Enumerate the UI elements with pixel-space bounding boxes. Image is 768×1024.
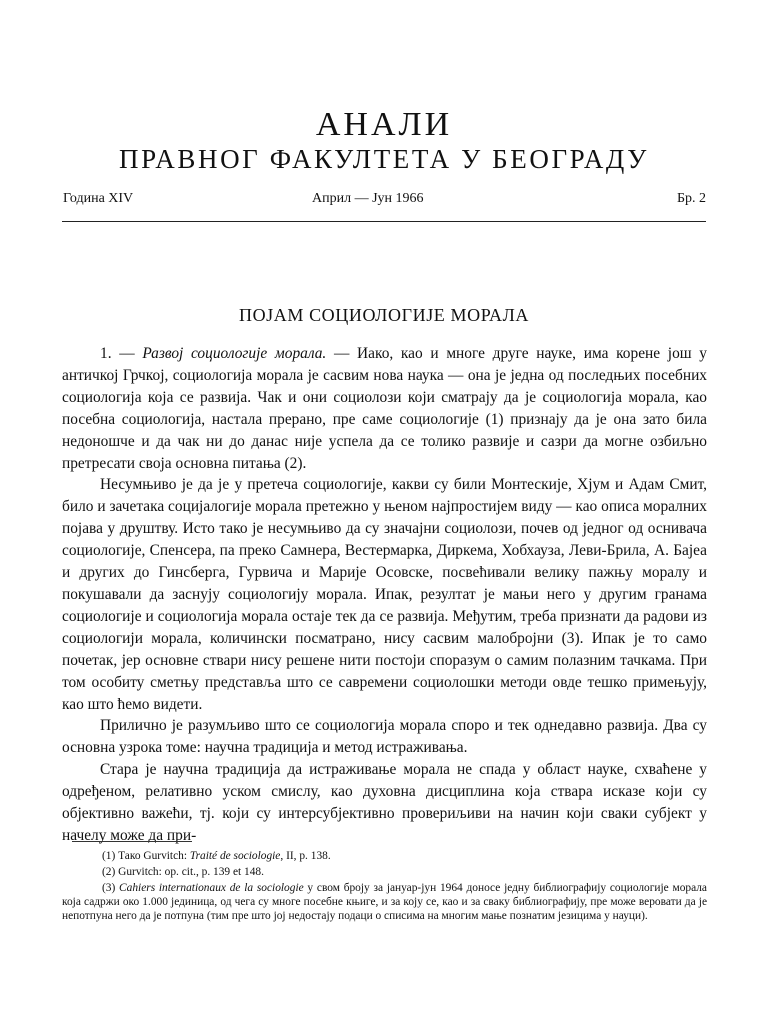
- paragraph-4: Стара је научна традиција да истраживање морала не спада у област науке, схваћене у одређеном, релативно уском смислу, као духовна дисциплина која ствара исказе који су објективно важећи, тј. који су интерсубјективно провериљиви на начин који сваки субјект у начелу може да при-: [62, 761, 707, 844]
- year-label: Година XIV: [63, 191, 134, 206]
- section-number: 1. —: [100, 345, 143, 362]
- section-heading: Развој социологије морала.: [142, 345, 327, 362]
- footnote-3-prefix: (3): [102, 882, 120, 894]
- paragraph-1: [62, 343, 707, 474]
- journal-title: АНАЛИ: [315, 106, 453, 143]
- journal-subtitle: ПРАВНОГ ФАКУЛТЕТА У БЕОГРАДУ: [119, 144, 649, 174]
- footnote-1: [62, 849, 707, 863]
- paragraph-2: Несумњиво је да је у претеча социологије, какви су били Монтескије, Хјум и Адам Смит, било и зачетака социјалогије морала претежно у њеном најпростијем виду — као описа моралних појава у друштву. Исто тако је несумњиво да су значајни социолози, почев од једног од оснивача социологије, Спенсера, па преко Самнера, Вестермарка, Диркема, Хобхауза, Леви-Брила, А. Бајеа и других до Гинсберга, Гурвича и Марије Осовске, посвећивали велику пажњу моралу и покушавали да заснују социологију морала. Ипак, резултат је мањи него у другим гранама социологије и социологија морала остаје тек да се развија. Међутим, треба признати да радови из социологији морала, количински посматрано, нису сасвим малобројни (3). Ипак је то само почетак, јер основне ствари нису решене нити постоји споразум о самим полазним тачкама. При том особиту сметњу представља што се савремени социолошки методи овде тешко примењују, као што ћемо видети.: [62, 476, 707, 713]
- paragraph-1-text: — Иако, као и многе друге науке, има корене још у античкој Грчкој, социологија морала је сасвим нова наука — она је једна од последњих посебних социологија која се развија. Чак и они социолози који сматрају да је социологија морала, као посебна социологија, настала прерано, пре саме социологије (1) признају да је она зато била недоношче и да чак ни до данас није успела да се толико развије и сазри да могне озбиљно претресати своја основна питања (2).: [62, 345, 707, 472]
- footnote-3-suffix: у свом броју за јануар-јун 1964 доносе једну библиографију социологије морала која садржи око 1.000 јединица, од чега су многе посебне књиге, и за коју се, као и за сваку библиографију, пре може веровати да је непотпуна него да је потпуна (тим пре што јој недостају подаци о списима на многим мање познатим језицима у науци).: [62, 882, 707, 922]
- footnote-3: [62, 881, 707, 923]
- article-body: [62, 343, 707, 847]
- footnotes: [62, 849, 707, 925]
- issue-label: Бр. 2: [676, 191, 706, 206]
- footnote-3-title: Cahiers internationaux de la sociologie: [119, 882, 304, 894]
- footnote-rule: [72, 841, 192, 842]
- paragraph-3: Прилично је разумљиво што се социологија морала споро и тек однедавно развија. Два су основна узрока томе: научна традиција и метод истраживања.: [62, 717, 707, 757]
- footnote-1-prefix: (1) Тако Gurvitch:: [102, 850, 190, 862]
- footnote-1-title: Traité de sociologie: [189, 850, 281, 862]
- article-title: ПОЈАМ СОЦИОЛОГИЈЕ МОРАЛА: [238, 305, 530, 325]
- header-rule: [62, 221, 706, 222]
- footnote-2: (2) Gurvitch: op. cit., p. 139 et 148.: [102, 866, 264, 878]
- footnote-1-suffix: , II, p. 138.: [280, 850, 331, 862]
- date-label: Април — Јун 1966: [312, 191, 424, 206]
